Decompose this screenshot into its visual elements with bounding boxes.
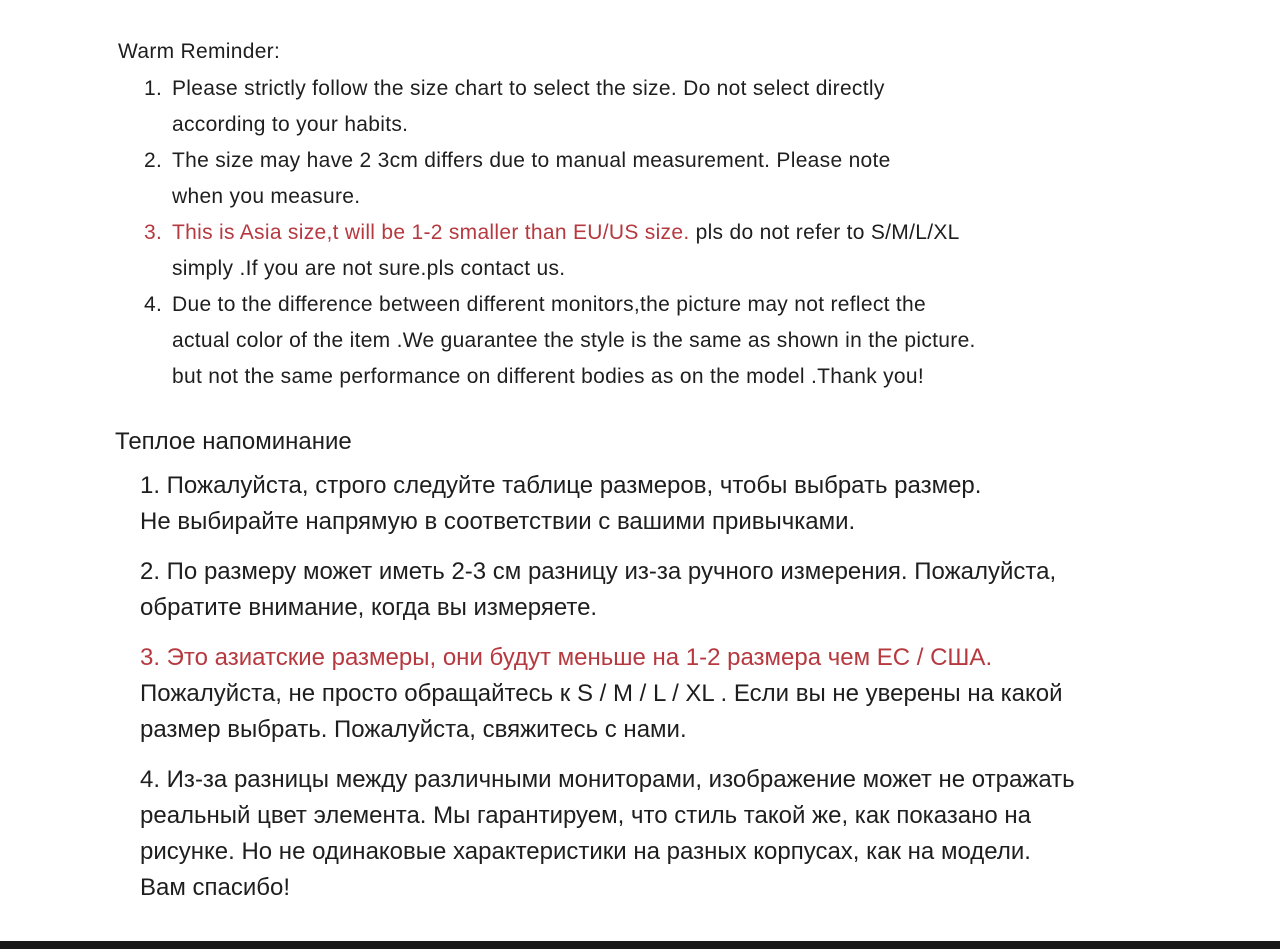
item-text	[172, 71, 885, 143]
reminder-item-ru-2	[140, 554, 1075, 626]
item-number: 3.	[144, 221, 163, 244]
english-title: Warm Reminder:	[118, 40, 281, 63]
text-line: 2. По размеру может иметь 2-3 см разницу из-за ручного измерения. Пожалуйста,	[140, 558, 1057, 585]
text-line: Вам спасибо!	[140, 874, 291, 901]
item-number: 2.	[144, 149, 163, 172]
text-line: 4. Из-за разницы между различными мониторами, изображение может не отражать	[140, 766, 1075, 793]
item-text	[172, 143, 891, 215]
reminder-item-ru-4	[140, 762, 1075, 906]
text-line: Please strictly follow the size chart to select the size. Do not select directly	[172, 77, 885, 100]
highlighted-text: This is Asia size,t will be 1-2 smaller than EU/US size.	[172, 221, 690, 244]
plain-text: pls do not refer to S/M/L/XL	[689, 221, 960, 244]
english-warm-reminder	[118, 34, 976, 395]
text-line: 1. Пожалуйста, строго следуйте таблице размеров, чтобы выбрать размер.	[140, 472, 982, 499]
text-line: Не выбирайте напрямую в соответствии с вашими привычками.	[140, 508, 856, 535]
item-text	[172, 215, 960, 287]
reminder-item-ru-1	[140, 468, 1075, 540]
text-line	[172, 215, 960, 251]
highlighted-text-line: 3. Это азиатские размеры, они будут меньше на 1-2 размера чем ЕС / США.	[140, 644, 993, 671]
reminder-item-en-1	[118, 71, 976, 143]
text-line: simply .If you are not sure.pls contact us.	[172, 257, 566, 280]
item-number: 4.	[144, 293, 163, 316]
text-line: when you measure.	[172, 185, 361, 208]
text-line: размер выбрать. Пожалуйста, свяжитесь с нами.	[140, 716, 687, 743]
item-text	[172, 287, 976, 395]
text-line: according to your habits.	[172, 113, 409, 136]
russian-title: Теплое напоминание	[115, 428, 352, 455]
text-line: обратите внимание, когда вы измеряете.	[140, 594, 598, 621]
text-line: actual color of the item .We guarantee the style is the same as shown in the picture.	[172, 329, 976, 352]
text-line: but not the same performance on different bodies as on the model .Thank you!	[172, 365, 925, 388]
reminder-item-en-3	[118, 215, 976, 287]
text-line: реальный цвет элемента. Мы гарантируем, что стиль такой же, как показано на	[140, 802, 1031, 829]
reminder-item-en-2	[118, 143, 976, 215]
reminder-item-en-4	[118, 287, 976, 395]
reminder-item-ru-3	[140, 640, 1075, 748]
item-number: 1.	[144, 77, 163, 100]
text-line: рисунке. Но не одинаковые характеристики на разных корпусах, как на модели.	[140, 838, 1031, 865]
russian-warm-reminder	[115, 424, 1075, 906]
text-line: The size may have 2 3cm differs due to manual measurement. Please note	[172, 149, 891, 172]
text-line: Пожалуйста, не просто обращайтесь к S / M / L / XL . Если вы не уверены на какой	[140, 680, 1063, 707]
text-line: Due to the difference between different monitors,the picture may not reflect the	[172, 293, 926, 316]
bottom-divider-bar	[0, 941, 1280, 949]
